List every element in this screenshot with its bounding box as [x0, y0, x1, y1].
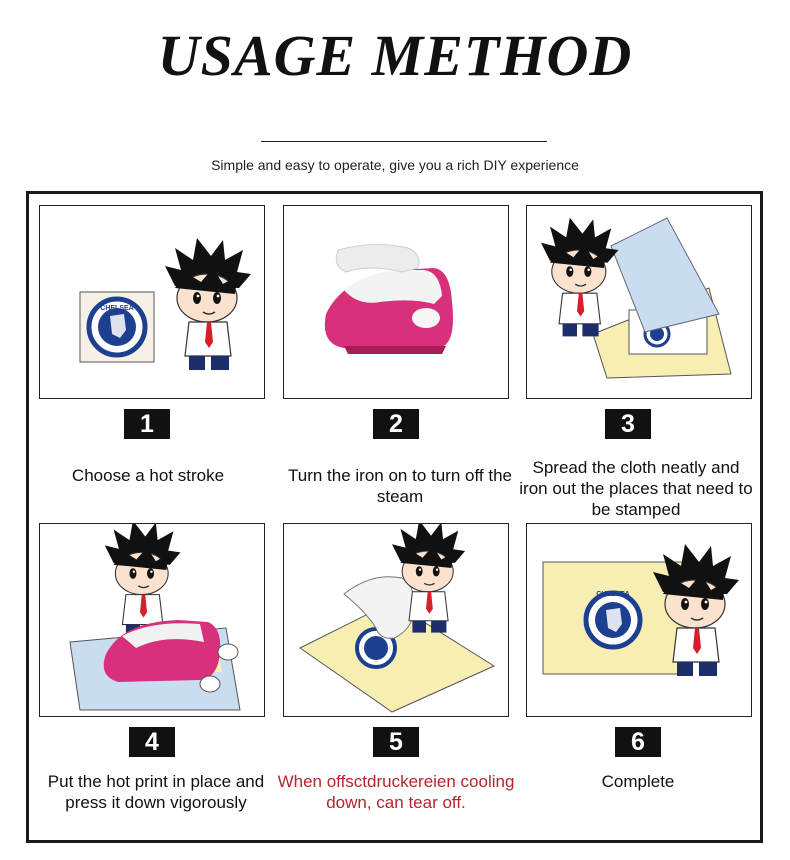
step-3-caption: Spread the cloth neatly and iron out the places that need to be stamped	[519, 458, 753, 519]
step-3-number: 3	[605, 409, 651, 439]
step-5-caption: When offsctdruckereien cooling down, can tear off.	[277, 772, 515, 812]
step-5-illustration	[283, 523, 509, 717]
pink-iron-icon	[284, 206, 509, 399]
step-4-number: 4	[129, 727, 175, 757]
character-with-finished-print-icon	[527, 524, 752, 717]
step-6-number: 6	[615, 727, 661, 757]
step-5-number: 5	[373, 727, 419, 757]
character-pressing-iron-icon	[40, 524, 265, 717]
finished-badge-text: CHELSEA	[596, 591, 630, 598]
step-2-caption: Turn the iron on to turn off the steam	[288, 466, 512, 506]
step-1-number: 1	[124, 409, 170, 439]
step-6-caption: Complete	[601, 772, 675, 791]
page-title: USAGE METHOD	[157, 23, 633, 88]
title-divider	[261, 141, 547, 142]
step-6-illustration	[526, 523, 752, 717]
step-4-illustration	[39, 523, 265, 717]
character-spreading-cloth-icon	[527, 206, 752, 399]
badge-text: CHELSEA	[100, 305, 134, 312]
step-2-illustration	[283, 205, 509, 399]
step-2-number: 2	[373, 409, 419, 439]
step-1-illustration	[39, 205, 265, 399]
step-3-illustration	[526, 205, 752, 399]
character-peeling-film-icon	[284, 524, 509, 717]
page-subtitle: Simple and easy to operate, give you a rich DIY experience	[211, 157, 579, 173]
character-with-badge-icon	[40, 206, 265, 399]
step-4-caption: Put the hot print in place and press it down vigorously	[47, 772, 265, 812]
step-1-caption: Choose a hot stroke	[71, 466, 225, 485]
